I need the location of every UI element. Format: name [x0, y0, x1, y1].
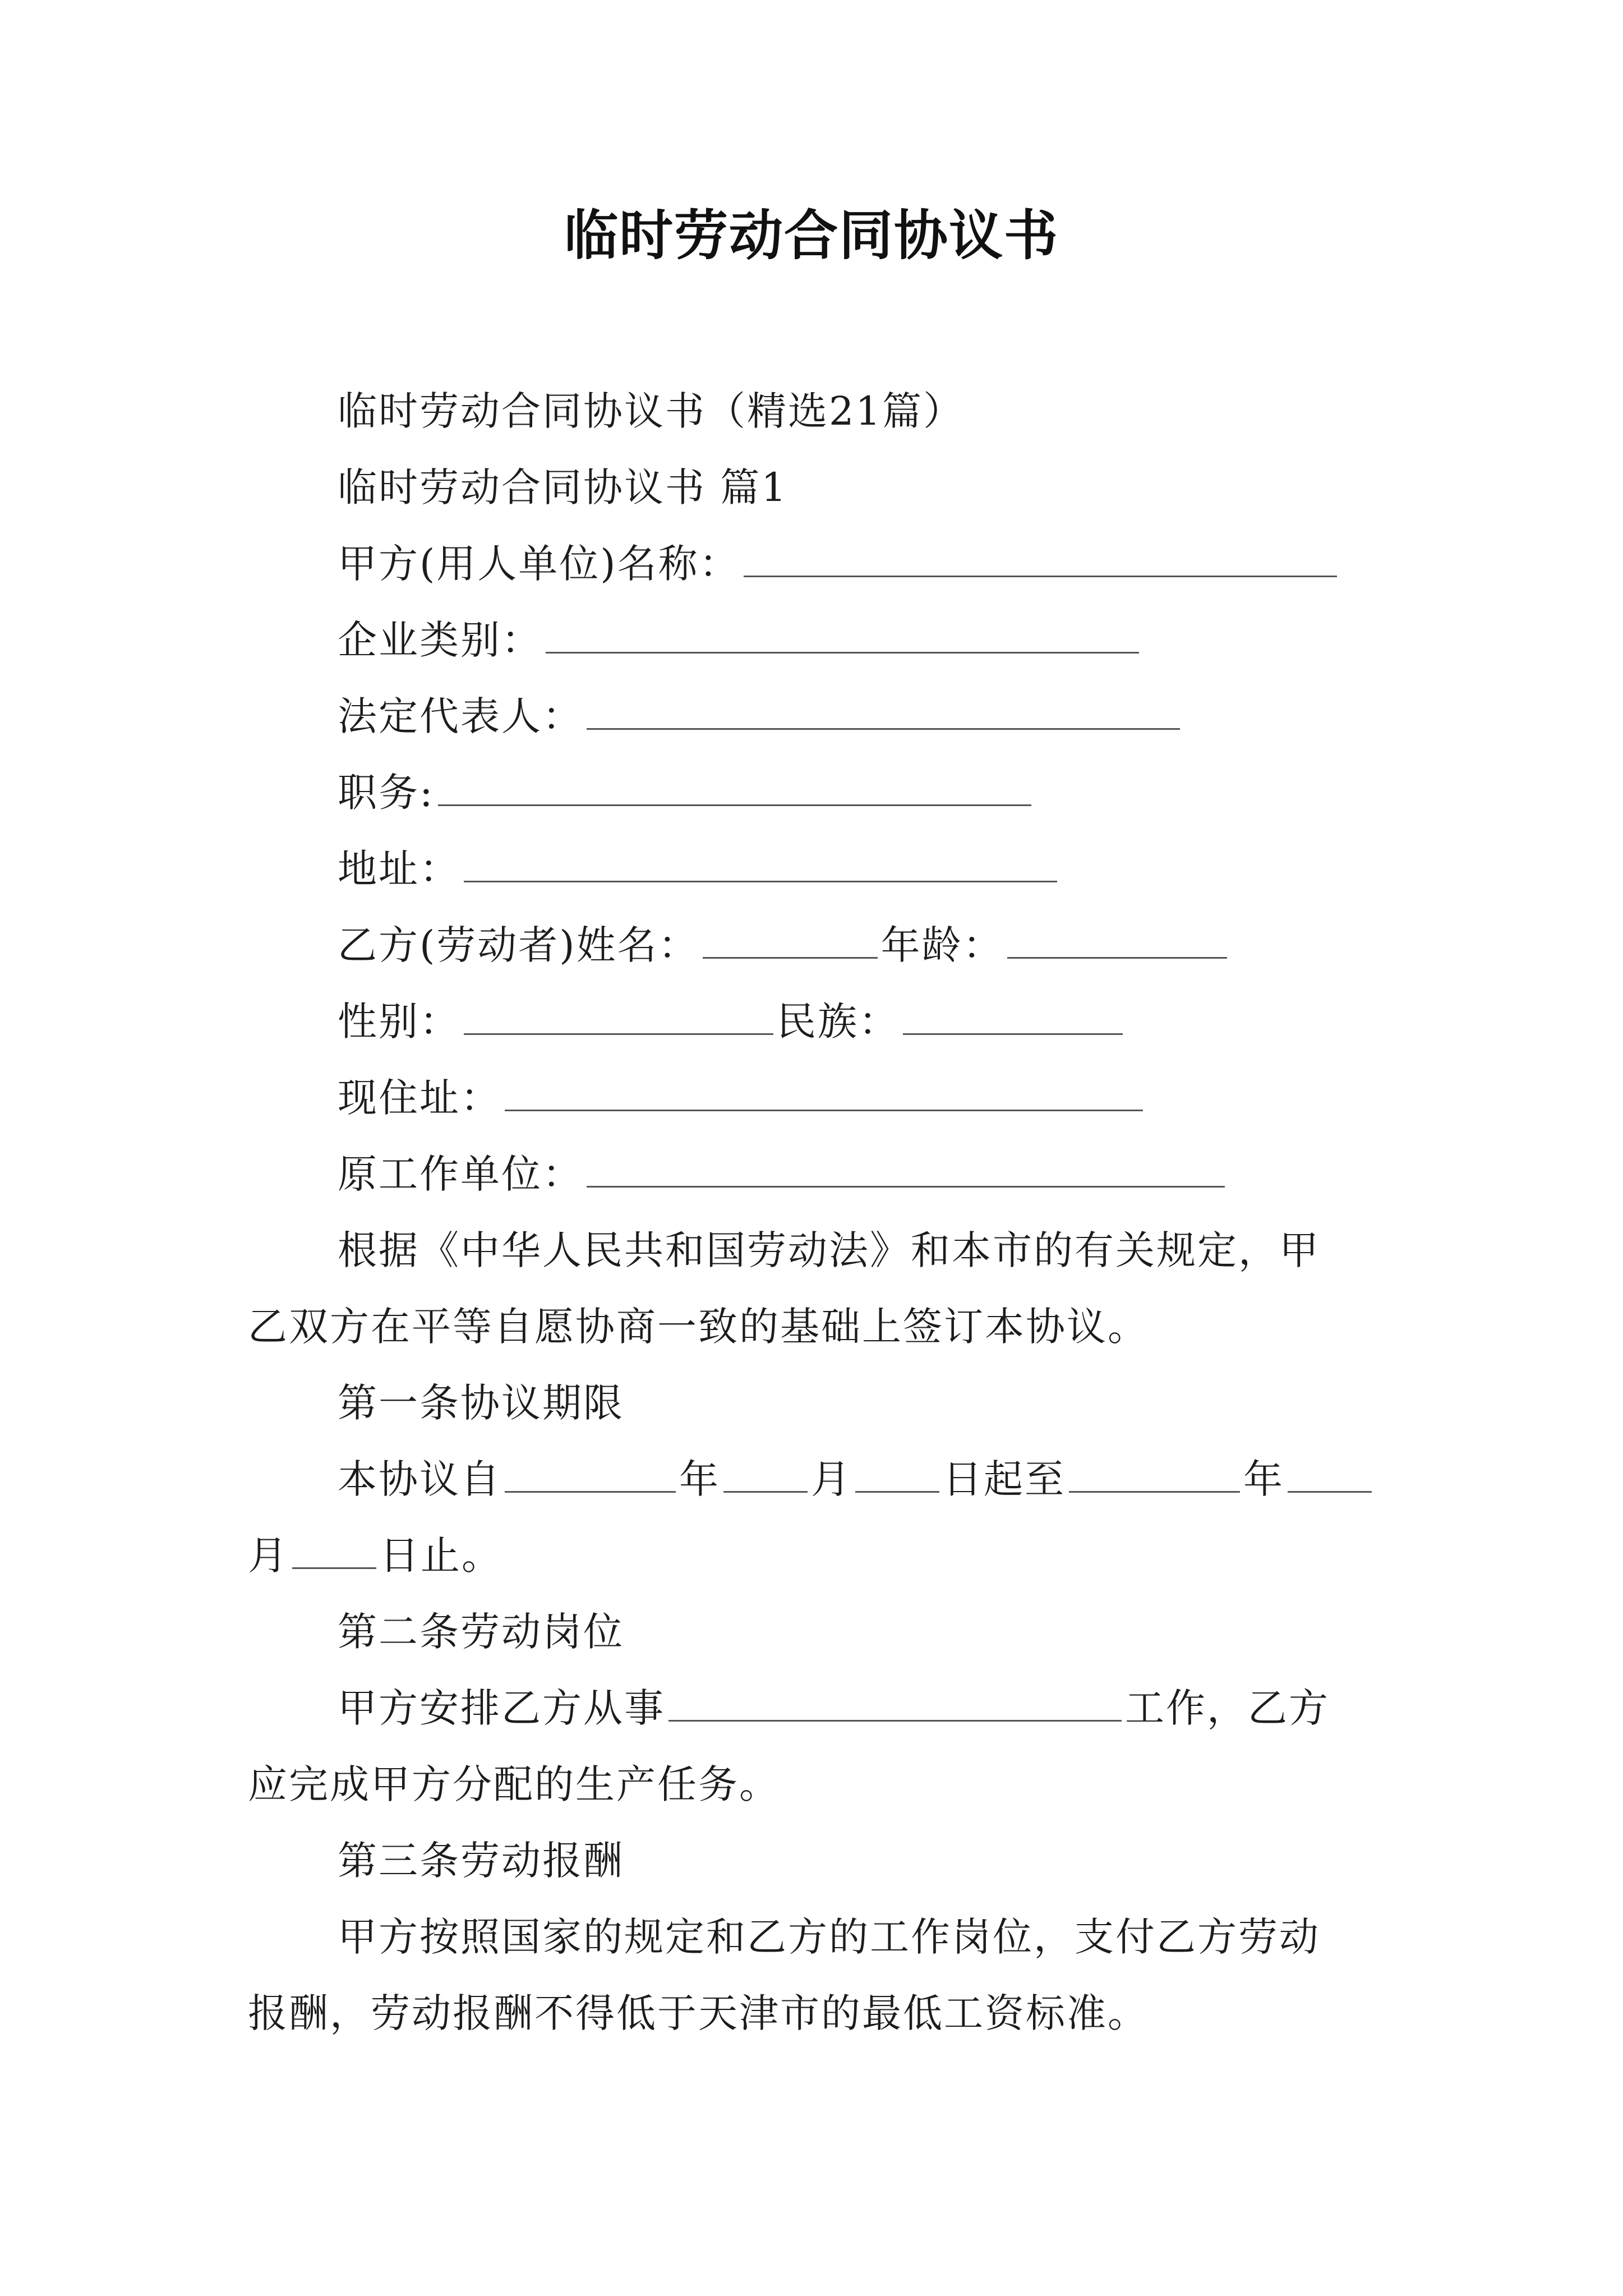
gender-blank[interactable]	[464, 987, 773, 1035]
subtitle-text: 临时劳动合同协议书（精选21篇）	[338, 388, 965, 434]
field-address	[248, 831, 1386, 907]
document-subtitle	[248, 373, 1386, 449]
text: 年	[679, 1456, 720, 1502]
field-current-address	[248, 1060, 1386, 1136]
chapter-text: 临时劳动合同协议书 篇1	[338, 464, 788, 510]
article1-line1	[248, 1441, 1386, 1517]
field-position	[248, 754, 1386, 831]
previous-employer-blank[interactable]	[587, 1140, 1225, 1188]
text: 甲方按照国家的规定和乙方的工作岗位，支付乙方劳动	[338, 1914, 1320, 1960]
article3-heading	[248, 1823, 1386, 1899]
text: 年	[1243, 1456, 1284, 1502]
text: 日止。	[380, 1533, 502, 1579]
end-day-blank[interactable]	[292, 1521, 376, 1569]
intro-paragraph-line1	[248, 1212, 1386, 1289]
field-label: 法定代表人：	[338, 693, 583, 739]
text: 本协议自	[338, 1456, 501, 1502]
text: 月	[248, 1533, 289, 1579]
job-blank[interactable]	[668, 1674, 1122, 1722]
article1-line2	[248, 1517, 1386, 1594]
enterprise-type-blank[interactable]	[546, 606, 1139, 654]
article2-line1	[248, 1670, 1386, 1746]
heading-text: 第一条协议期限	[338, 1380, 624, 1426]
ethnicity-blank[interactable]	[903, 987, 1123, 1035]
field-label: 性别：	[338, 999, 460, 1045]
party-b-name-blank[interactable]	[703, 911, 878, 959]
field-legal-rep	[248, 678, 1386, 754]
heading-text: 第三条劳动报酬	[338, 1838, 624, 1884]
document-title: 临时劳动合同协议书	[564, 204, 1059, 267]
field-label: 甲方(用人单位)名称：	[338, 541, 740, 587]
field-label: 职务:	[338, 770, 435, 816]
text: 报酬，劳动报酬不得低于天津市的最低工资标准。	[248, 1990, 1149, 2036]
field-enterprise-type	[248, 602, 1386, 678]
field-previous-employer	[248, 1136, 1386, 1212]
age-blank[interactable]	[1007, 911, 1227, 959]
text: 应完成甲方分配的生产任务。	[248, 1761, 780, 1807]
field-gender-ethnicity	[248, 983, 1386, 1060]
document-body	[248, 373, 1386, 2051]
field-label: 原工作单位：	[338, 1151, 583, 1197]
field-label: 现住址：	[338, 1075, 501, 1121]
text: 月	[811, 1456, 852, 1502]
intro-paragraph-line2	[248, 1289, 1386, 1365]
party-a-name-blank[interactable]	[744, 530, 1337, 577]
article2-heading	[248, 1594, 1386, 1670]
address-blank[interactable]	[464, 835, 1057, 882]
end-month-blank[interactable]	[1288, 1445, 1372, 1493]
start-month-blank[interactable]	[723, 1445, 808, 1493]
field-party-a-name	[248, 526, 1386, 602]
start-year-blank[interactable]	[505, 1445, 676, 1493]
text: 日起至	[943, 1456, 1066, 1502]
text: 甲方安排乙方从事	[338, 1685, 665, 1731]
article3-line2	[248, 1975, 1386, 2051]
field-label: 民族：	[777, 999, 900, 1045]
field-label: 地址：	[338, 846, 460, 892]
paragraph-text: 根据《中华人民共和国劳动法》和本市的有关规定，甲	[338, 1227, 1320, 1273]
paragraph-text: 乙双方在平等自愿协商一致的基础上签订本协议。	[248, 1304, 1149, 1350]
article1-heading	[248, 1365, 1386, 1441]
field-label: 企业类别：	[338, 617, 542, 663]
field-label: 年龄：	[880, 922, 1004, 968]
field-label: 乙方(劳动者)姓名：	[338, 922, 699, 968]
end-year-blank[interactable]	[1069, 1445, 1240, 1493]
field-party-b	[248, 907, 1386, 983]
start-day-blank[interactable]	[855, 1445, 939, 1493]
position-blank[interactable]	[438, 758, 1031, 806]
current-address-blank[interactable]	[505, 1064, 1143, 1111]
heading-text: 第二条劳动岗位	[338, 1609, 624, 1655]
chapter-heading	[248, 449, 1386, 526]
article2-line2	[248, 1746, 1386, 1823]
legal-rep-blank[interactable]	[587, 682, 1180, 730]
text: 工作，乙方	[1125, 1685, 1330, 1731]
article3-line1	[248, 1899, 1386, 1975]
